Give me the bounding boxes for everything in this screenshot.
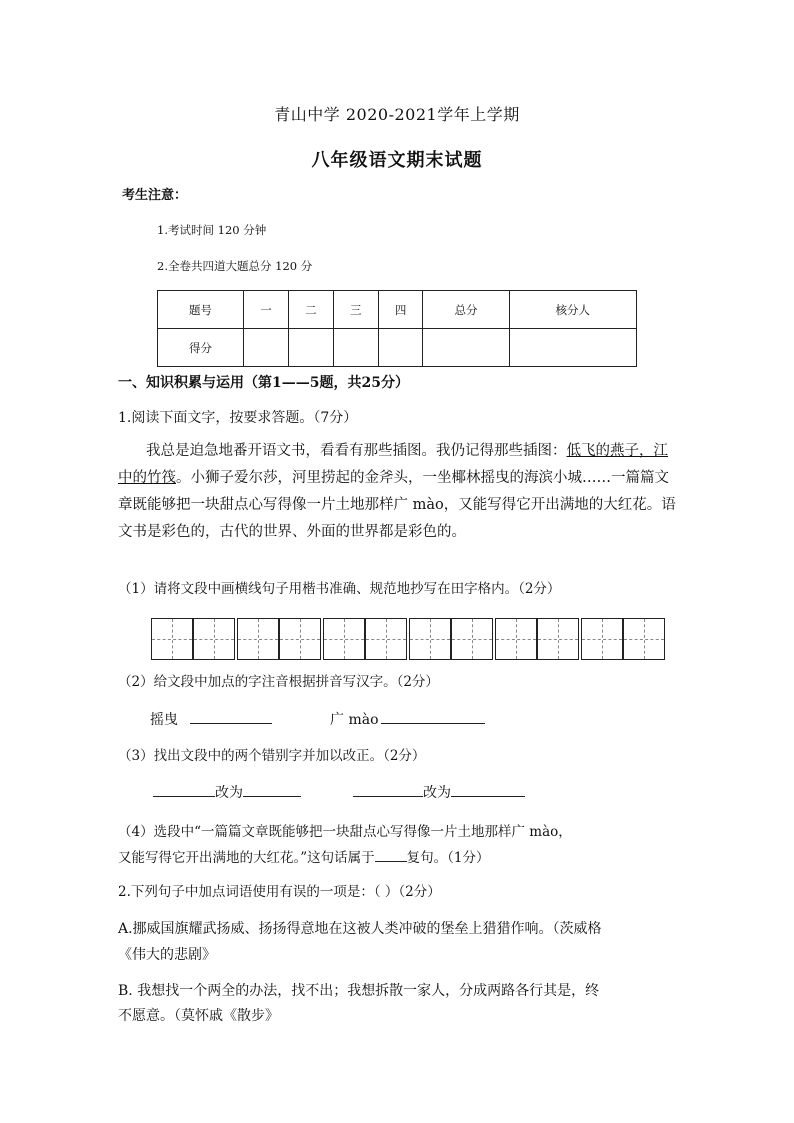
correction-2 [353, 782, 525, 802]
school-title: 青山中学 2020-2021学年上学期 [274, 105, 520, 124]
answer-blank[interactable] [381, 709, 485, 724]
grid-cell[interactable] [323, 618, 365, 660]
notice-item-time: 1.考试时间 120 分钟 [157, 223, 267, 237]
correction-1 [153, 782, 301, 802]
sub4-text-a: 又能写得它开出满地的大红花。”这句话属于 [118, 850, 375, 866]
score-cell[interactable] [509, 329, 636, 367]
answer-blank[interactable] [243, 782, 301, 797]
table-header-cell: 一 [244, 291, 289, 329]
score-cell[interactable] [333, 329, 378, 367]
fill-label: 摇曳 [150, 712, 178, 728]
score-table-score-row [158, 329, 637, 367]
fill-yaoye [150, 709, 272, 729]
table-header-cell: 三 [333, 291, 378, 329]
q1-prompt: 1.阅读下面文字，按要求答题。（7分） [118, 410, 358, 426]
q1-sub1: （1）请将文段中画横线句子用楷书准确、规范地抄写在田字格内。（2分） [118, 581, 561, 597]
passage-underlined: 低飞的燕子，江中的竹筏 [118, 443, 668, 486]
grid-cell[interactable] [237, 618, 279, 660]
tianzige-grid [151, 618, 665, 662]
answer-blank[interactable] [190, 709, 272, 724]
q2-prompt: 2.下列句子中加点词语使用有误的一项是：（ ）（2分） [118, 884, 441, 900]
answer-blank[interactable] [451, 782, 525, 797]
reading-passage [118, 438, 678, 546]
table-header-cell: 四 [378, 291, 423, 329]
grid-cell[interactable] [193, 618, 235, 660]
score-table [157, 290, 637, 367]
answer-blank[interactable] [353, 782, 423, 797]
table-header-cell: 二 [288, 291, 333, 329]
table-header-cell: 核分人 [509, 291, 636, 329]
grid-cell[interactable] [537, 618, 579, 660]
grid-cell[interactable] [151, 618, 193, 660]
fill-guangmao [330, 709, 485, 729]
q1-sub4-line2 [118, 846, 490, 866]
change-label: 改为 [215, 785, 243, 801]
notice-item-score: 2.全卷共四道大题总分 120 分 [157, 259, 313, 273]
answer-blank[interactable] [153, 782, 215, 797]
passage-part1: 我总是迫急地番开语文书，看看有那些插图。我仍记得那些插图： [146, 443, 567, 459]
q2-option-b-line2: 不愿意。（莫怀戚《散步》 [118, 1008, 279, 1024]
q1-sub2: （2）给文段中加点的字注音根据拼音写汉字。（2分） [118, 674, 439, 690]
grid-cell[interactable] [623, 618, 665, 660]
score-cell[interactable] [288, 329, 333, 367]
section1-heading: 一、知识积累与运用（第1——5题，共25分） [118, 375, 409, 391]
q1-sub4-line1: （4）选段中“一篇篇文章既能够把一块甜点心写得像一片土地那样广 mào， [118, 824, 572, 840]
table-header-cell: 题号 [158, 291, 244, 329]
q2-option-a-line1: A.挪威国旗耀武扬威、扬扬得意地在这被人类冲破的堡垒上猎猎作响。（茨威格 [118, 921, 602, 937]
score-cell[interactable] [244, 329, 289, 367]
grid-cell[interactable] [581, 618, 623, 660]
sub4-text-b: 复句。（1分） [406, 850, 490, 866]
notice-heading: 考生注意： [122, 188, 188, 203]
row-label: 得分 [158, 329, 244, 367]
grid-cell[interactable] [451, 618, 493, 660]
q1-sub3: （3）找出文段中的两个错别字并加以改正。（2分） [118, 748, 426, 764]
change-label: 改为 [423, 785, 451, 801]
score-cell[interactable] [378, 329, 423, 367]
grid-cell[interactable] [409, 618, 451, 660]
answer-blank[interactable] [375, 847, 407, 862]
passage-part2: 。小狮子爱尔莎，河里捞起的金斧头，一坐椰林摇曳的海滨小城……一篇篇文章既能够把一块甜点心写得像一片土地那样广 mào，又能写得它开出满地的大红花。语文书是彩色的，古代的世界、外面的世界都是彩色的。 [118, 470, 676, 540]
grid-cell[interactable] [495, 618, 537, 660]
exam-title: 八年级语文期末试题 [311, 150, 483, 171]
score-table-header-row [158, 291, 637, 329]
grid-cell[interactable] [365, 618, 407, 660]
table-header-cell: 总分 [423, 291, 509, 329]
score-cell[interactable] [423, 329, 509, 367]
grid-cell[interactable] [279, 618, 321, 660]
q2-option-a-line2: 《伟大的悲剧》 [118, 947, 216, 963]
q2-option-b-line1: B. 我想找一个两全的办法，找不出；我想拆散一家人，分成两路各行其是，终 [118, 983, 600, 999]
fill-label: 广 mào [330, 712, 379, 728]
